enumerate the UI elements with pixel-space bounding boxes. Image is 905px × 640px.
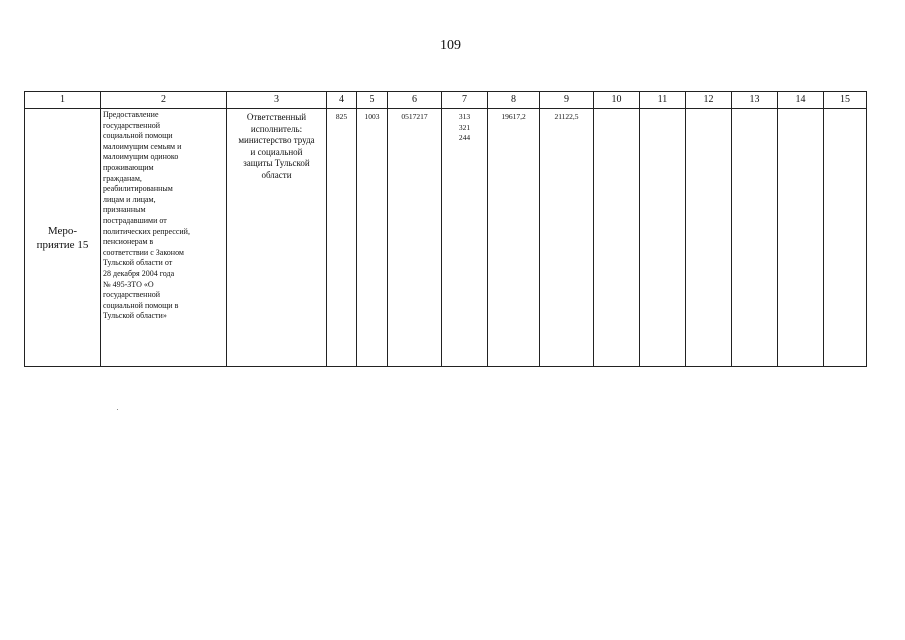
col-header: 11 — [640, 92, 686, 109]
col-header: 6 — [388, 92, 442, 109]
col-header: 2 — [101, 92, 227, 109]
description-line: пенсионерам в — [103, 237, 154, 247]
empty-cell — [686, 109, 732, 367]
description-line: гражданам, — [103, 173, 142, 183]
expense-type-cell — [442, 109, 488, 367]
description-line: государственной — [103, 290, 161, 300]
description-line: признанным — [103, 205, 146, 215]
description-line: малоимущим одиноко — [103, 152, 179, 162]
description-line: лицам и лицам, — [103, 194, 156, 204]
expense-type-line: 244 — [458, 133, 471, 143]
target-article-cell: 0517217 — [388, 109, 442, 367]
col-header: 7 — [442, 92, 488, 109]
responsible-line: министерство труда — [238, 135, 315, 145]
description-line: Тульской области от — [103, 258, 173, 268]
description-line: социальной помощи в — [103, 300, 179, 310]
section-code-cell: 1003 — [357, 109, 388, 367]
col-header: 4 — [327, 92, 357, 109]
responsible-line: исполнитель: — [250, 123, 303, 134]
scan-speck — [117, 409, 118, 410]
col-header: 3 — [227, 92, 327, 109]
col-header: 14 — [778, 92, 824, 109]
responsible-cell — [227, 109, 327, 367]
description-line: проживающим — [103, 162, 154, 172]
responsible-line: Ответственный — [246, 112, 307, 122]
col-header: 9 — [540, 92, 594, 109]
expense-type-line: 313 — [458, 112, 471, 121]
description-line: соответствии с Законом — [103, 247, 184, 257]
page-number: 109 — [440, 38, 461, 53]
col-header: 15 — [824, 92, 867, 109]
description-line: Тульской области» — [103, 311, 167, 321]
activity-label-line: Меро- — [47, 224, 78, 237]
description-line: реабилитированным — [103, 184, 173, 194]
description-line: 28 декабря 2004 года — [103, 268, 175, 278]
amount-cell: 21122,5 — [540, 109, 594, 367]
empty-cell — [594, 109, 640, 367]
col-header: 12 — [686, 92, 732, 109]
empty-cell — [732, 109, 778, 367]
col-header: 1 — [25, 92, 101, 109]
description-cell — [101, 109, 227, 367]
empty-cell — [778, 109, 824, 367]
activity-label-line: приятие 15 — [36, 238, 89, 251]
amount-cell: 19617,2 — [488, 109, 540, 367]
responsible-line: области — [261, 169, 292, 180]
plan-table — [24, 91, 867, 367]
description-line: государственной — [103, 120, 161, 130]
description-line: № 495-ЗТО «О — [103, 279, 154, 289]
description-line: социальной помощи — [103, 131, 173, 141]
ministry-code-cell: 825 — [327, 109, 357, 367]
empty-cell — [824, 109, 867, 367]
responsible-line: и социальной — [250, 146, 303, 157]
activity-label-cell — [25, 109, 101, 367]
description-line: политических репрессий, — [103, 226, 190, 236]
col-header: 13 — [732, 92, 778, 109]
expense-type-line: 321 — [458, 122, 471, 132]
col-header: 8 — [488, 92, 540, 109]
responsible-line: защиты Тульской — [243, 158, 310, 168]
col-header: 10 — [594, 92, 640, 109]
description-line: пострадавшими от — [103, 215, 167, 225]
header-row — [25, 92, 867, 109]
empty-cell — [640, 109, 686, 367]
description-line: Предоставление — [103, 110, 159, 119]
col-header: 5 — [357, 92, 388, 109]
description-line: малоимущим семьям и — [103, 141, 182, 151]
table-row — [25, 109, 867, 367]
